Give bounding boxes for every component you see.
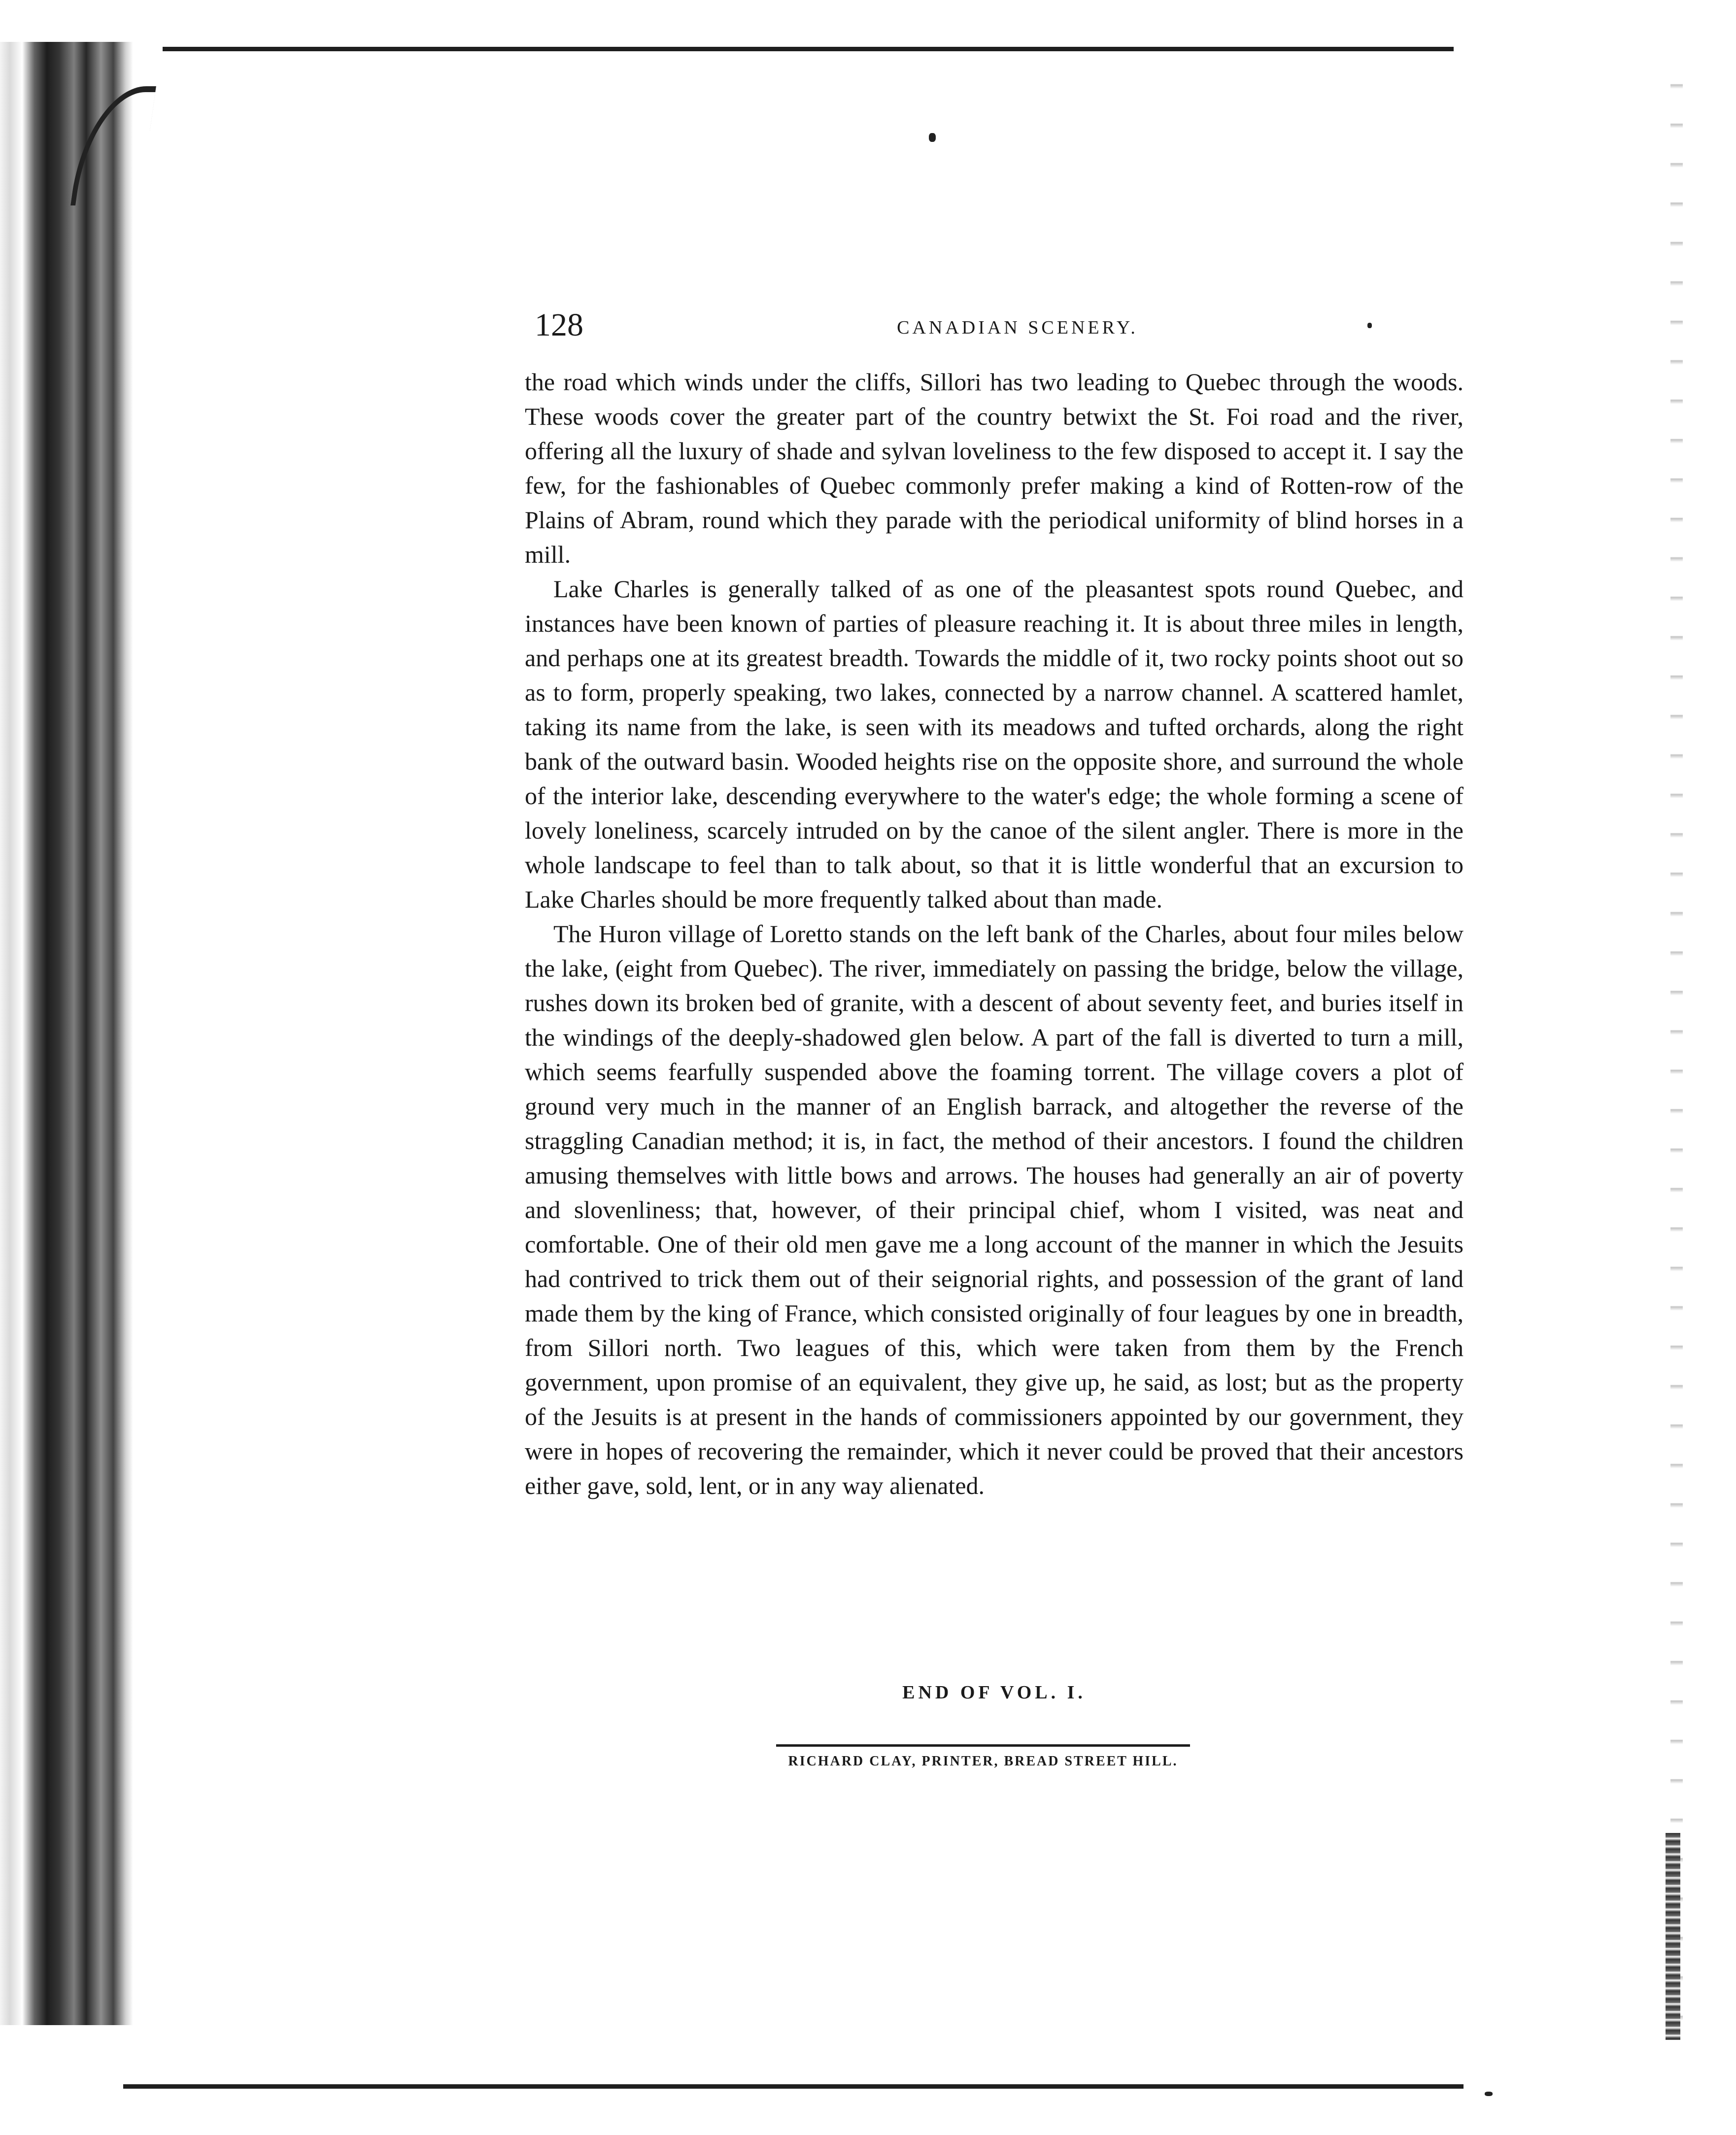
page-right-edge-shadow: [1666, 1833, 1680, 2040]
printer-colophon: RICHARD CLAY, PRINTER, BREAD STREET HILL.: [776, 1744, 1190, 1769]
running-head: CANADIAN SCENERY.: [897, 317, 1138, 338]
end-of-volume-line: END OF VOL. I.: [902, 1682, 1086, 1703]
ink-speck: [1485, 2092, 1493, 2096]
paragraph: the road which winds under the cliffs, Sillori has two leading to Quebec through the woods. These woods cover the greater part of the country betwixt the St. Foi road and the river, offering all the luxury of shade and sylvan loveliness to the few disposed to accept it. I say the few, for the fashionables of Quebec commonly prefer making a kind of Rotten-row of the Plains of Abram, round which they parade with the periodical uniformity of blind horses in a mill.: [525, 368, 1464, 568]
paragraph: The Huron village of Loretto stands on the left bank of the Charles, about four miles below the lake, (eight from Quebec). The river, immediately on passing the bridge, below the village, rushes down its broken bed of granite, with a descent of about seventy feet, and buries itself in the windings of the deeply-shadowed glen below. A part of the fall is diverted to turn a mill, which seems fearfully suspended above the foaming torrent. The village covers a plot of ground very much in the manner of an English barrack, and altogether the reverse of the straggling Canadian method; it is, in fact, the method of their ancestors. I found the children amusing themselves with little bows and arrows. The houses had generally an air of poverty and slovenliness; that, however, of their principal chief, whom I visited, was neat and comfortable. One of their old men gave me a long account of the manner in which the Jesuits had contrived to trick them out of their seignorial rights, and possession of the grant of land made them by the king of France, which consisted originally of four leagues by one in breadth, from Sillori north. Two leagues of this, which were taken from them by the French government, upon promise of an equivalent, they give up, he said, as lost; but as the property of the Jesuits is at present in the hands of commissioners appointed by our government, they were in hopes of recovering the remainder, which it never could be proved that their ancestors either gave, sold, lent, or in any way alienated.: [525, 920, 1464, 1499]
page-top-edge: [163, 47, 1454, 51]
page-header: [535, 303, 1471, 347]
book-binding-edge: [0, 42, 133, 2025]
page-right-edge: [1670, 49, 1683, 2040]
page-number: 128: [535, 307, 583, 343]
page-bottom-edge: [123, 2084, 1464, 2089]
ink-speck: [929, 133, 936, 142]
paragraph: Lake Charles is generally talked of as one of the pleasantest spots round Quebec, and instances have been known of parties of pleasure reaching it. It is about three miles in length, and perhaps one at its greatest breadth. Towards the middle of it, two rocky points shoot out so as to form, properly speaking, two lakes, connected by a narrow channel. A scattered hamlet, taking its name from the lake, is seen with its meadows and tufted orchards, along the right bank of the outward basin. Wooded heights rise on the opposite shore, and surround the whole of the interior lake, descending everywhere to the water's edge; the whole forming a scene of lovely loneliness, scarcely intruded on by the canoe of the silent angler. There is more in the whole landscape to feel than to talk about, so that it is little wonderful that an excursion to Lake Charles should be more frequently talked about than made.: [525, 575, 1464, 913]
body-text: [525, 365, 1464, 1503]
